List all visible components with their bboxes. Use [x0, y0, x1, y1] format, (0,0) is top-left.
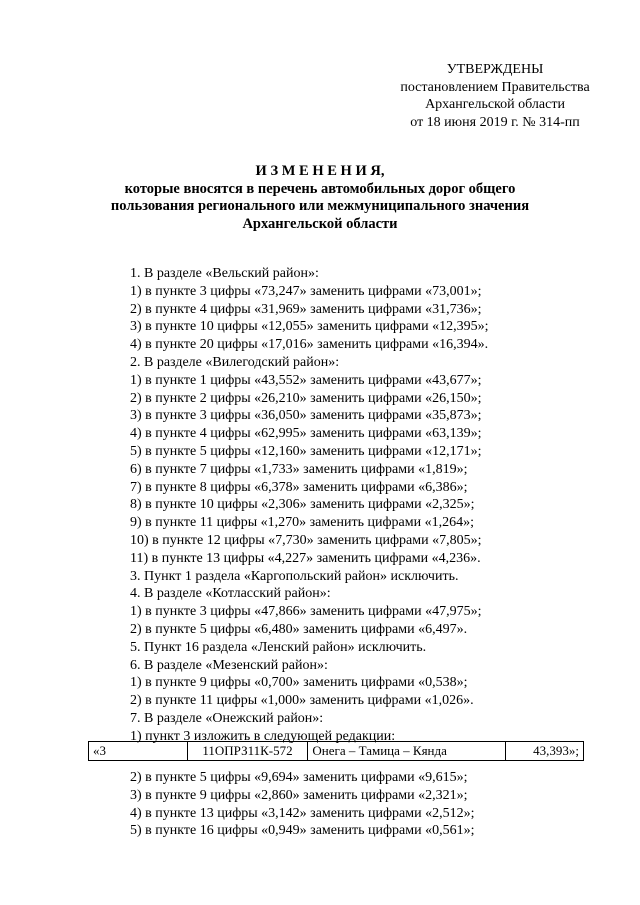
title-line: И З М Е Н Е Н И Я, — [255, 163, 385, 179]
road-table — [88, 741, 584, 761]
list-item: 3) в пункте 3 цифры «36,050» заменить цифрами «35,873»; — [130, 408, 482, 424]
list-item: 4) в пункте 4 цифры «62,995» заменить цифрами «63,139»; — [130, 426, 482, 442]
list-item: 2) в пункте 5 цифры «6,480» заменить цифрами «6,497». — [130, 621, 468, 637]
list-item: 3) в пункте 10 цифры «12,055» заменить цифрами «12,395»; — [130, 319, 489, 335]
list-item: 2) в пункте 4 цифры «31,969» заменить цифрами «31,736»; — [130, 301, 482, 317]
approval-block — [360, 61, 630, 131]
list-item: 2. В разделе «Вилегодский район»: — [130, 354, 340, 370]
list-item: 1) в пункте 3 цифры «47,866» заменить цифрами «47,975»; — [130, 604, 482, 620]
list-item: 8) в пункте 10 цифры «2,306» заменить цифрами «2,325»; — [130, 497, 475, 513]
list-item: 6) в пункте 7 цифры «1,733» заменить цифрами «1,819»; — [130, 461, 468, 477]
list-item: 7) в пункте 8 цифры «6,378» заменить цифрами «6,386»; — [130, 479, 468, 495]
approval-line: Архангельской области — [425, 97, 565, 112]
list-item: 11) в пункте 13 цифры «4,227» заменить цифрами «4,236». — [130, 550, 481, 566]
approval-date: от 18 июня 2019 г. № 314-пп — [410, 114, 580, 130]
list-item: 6. В разделе «Мезенский район»: — [130, 657, 328, 673]
title-line: пользования регионального или межмуниципального значения — [110, 198, 530, 215]
list-item: 4) в пункте 13 цифры «3,142» заменить цифрами «2,512»; — [130, 805, 475, 821]
list-item: 5) в пункте 5 цифры «12,160» заменить цифрами «12,171»; — [130, 443, 482, 459]
approval-line: постановлением Правительства — [400, 79, 590, 95]
list-item: 7. В разделе «Онежский район»: — [130, 710, 324, 726]
document-title — [60, 163, 580, 234]
table-cell-road-name: Онега – Тамица – Кянда — [308, 742, 506, 761]
list-item: 1) в пункте 9 цифры «0,700» заменить цифрами «0,538»; — [130, 675, 468, 691]
list-item: 5) в пункте 16 цифры «0,949» заменить цифрами «0,561»; — [130, 823, 475, 839]
list-item: 1. В разделе «Вельский район»: — [130, 266, 319, 281]
title-line: которые вносятся в перечень автомобильных дорог общего — [124, 180, 516, 197]
approval-heading: УТВЕРЖДЕНЫ — [446, 62, 544, 77]
list-item: 1) пункт 3 изложить в следующей редакции: — [130, 728, 396, 744]
list-item: 1) в пункте 1 цифры «43,552» заменить цифрами «43,677»; — [130, 372, 482, 388]
table-cell-code: 11ОПРЗ11К-572 — [187, 742, 308, 761]
list-item: 4) в пункте 20 цифры «17,016» заменить цифрами «16,394». — [130, 337, 489, 353]
list-item: 5. Пункт 16 раздела «Ленский район» исключить. — [130, 639, 427, 655]
changes-list-continued — [130, 769, 610, 840]
list-item: 10) в пункте 12 цифры «7,730» заменить цифрами «7,805»; — [130, 532, 482, 548]
table-cell-length: 43,393»; — [506, 742, 584, 761]
list-item: 3. Пункт 1 раздела «Каргопольский район» исключить. — [130, 568, 459, 584]
list-item: 2) в пункте 5 цифры «9,694» заменить цифрами «9,615»; — [130, 770, 468, 785]
title-line: Архангельской области — [242, 216, 398, 233]
list-item: 1) в пункте 3 цифры «73,247» заменить цифрами «73,001»; — [130, 283, 482, 299]
changes-list — [130, 265, 610, 746]
list-item: 9) в пункте 11 цифры «1,270» заменить цифрами «1,264»; — [130, 515, 474, 531]
list-item: 2) в пункте 11 цифры «1,000» заменить цифрами «1,026». — [130, 693, 474, 709]
list-item: 3) в пункте 9 цифры «2,860» заменить цифрами «2,321»; — [130, 787, 468, 803]
list-item: 2) в пункте 2 цифры «26,210» заменить цифрами «26,150»; — [130, 390, 482, 406]
list-item: 4. В разделе «Котласский район»: — [130, 586, 331, 602]
table-row — [89, 742, 584, 761]
table-cell-number: «3 — [89, 742, 188, 761]
